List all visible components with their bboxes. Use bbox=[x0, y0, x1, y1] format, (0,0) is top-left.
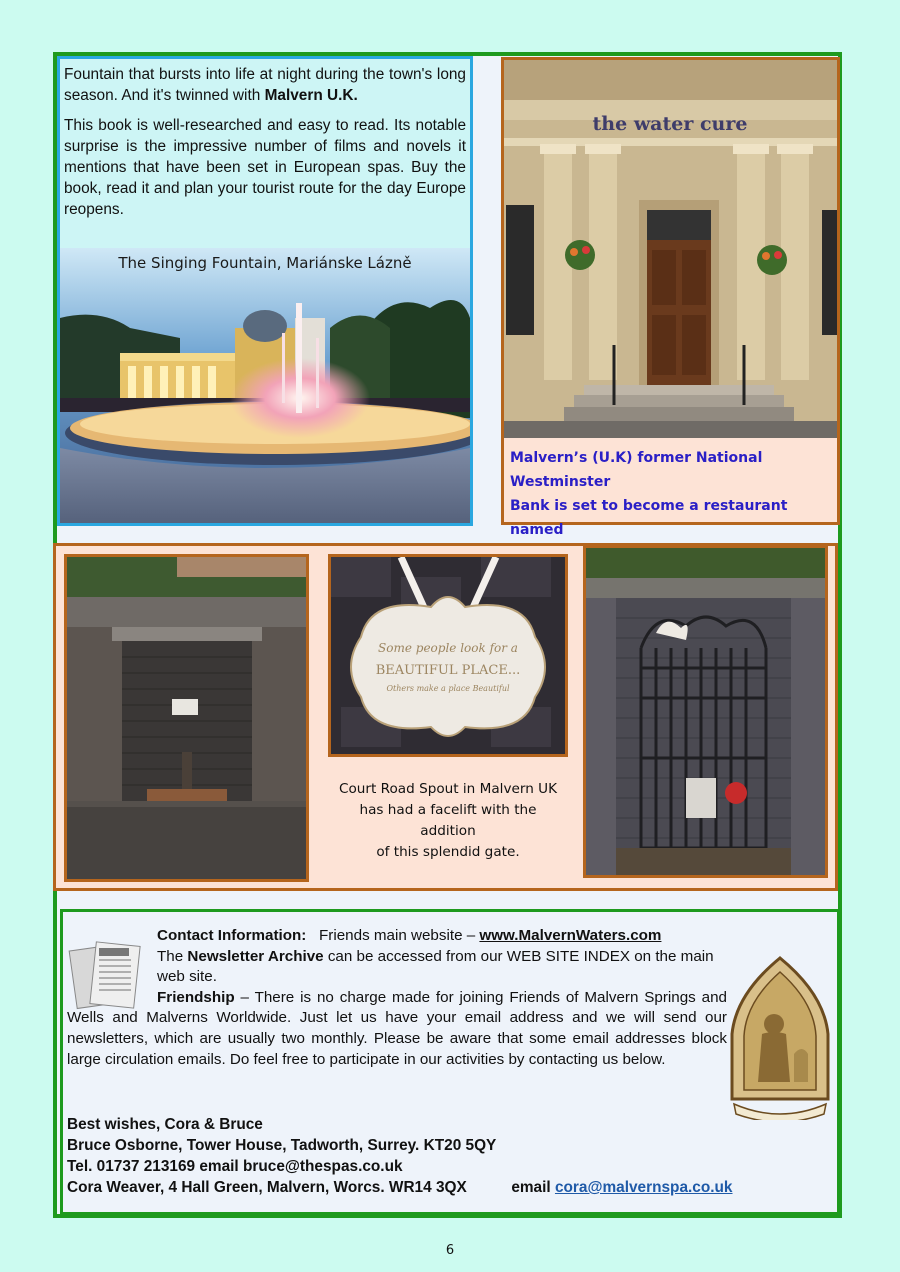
page-number: 6 bbox=[445, 1243, 455, 1258]
archive-prefix: The bbox=[157, 947, 184, 965]
contact-heading: Contact Information: bbox=[157, 927, 307, 944]
malvern-uk-bold: Malvern U.K. bbox=[264, 87, 358, 104]
website-link[interactable]: www.MalvernWaters.com bbox=[479, 927, 662, 944]
article-paragraph-2: This book is well-researched and easy to read. Its notable surprise is the impressive number of films and novels it mentions that have been set in European spas. Buy the book, read it and plan your tourist route for the day Europe reopens. bbox=[64, 117, 466, 218]
spout-wall-illustration bbox=[67, 557, 306, 879]
contact-text bbox=[67, 926, 727, 1070]
singing-fountain-photo bbox=[60, 248, 470, 523]
cora-address: Cora Weaver, 4 Hall Green, Malvern, Worcs. WR14 3QX bbox=[67, 1179, 467, 1196]
plaque-illustration bbox=[331, 557, 565, 754]
malvern-hills-seal bbox=[724, 954, 836, 1120]
plaque-line-2: BEAUTIFUL PLACE... bbox=[375, 663, 521, 678]
bruce-phone-email: Tel. 01737 213169 email bruce@thespas.co.uk bbox=[67, 1158, 403, 1175]
plaque-photo bbox=[328, 554, 568, 757]
article-text-span: Fountain that bursts into life at night during the town's long season. And it's twinned with bbox=[64, 66, 466, 104]
spout-caption-line-1: Court Road Spout in Malvern UK bbox=[338, 781, 558, 797]
article-paragraph-1 bbox=[64, 64, 466, 106]
spout-caption-line-3: of this splendid gate. bbox=[376, 844, 520, 860]
bank-caption-line-1: Malvern’s (U.K) former National Westminster bbox=[510, 450, 763, 490]
spout-gate-photo bbox=[583, 545, 828, 878]
spout-caption-line-2: has had a facelift with the addition bbox=[359, 802, 537, 839]
plaque-line-3: Others make a place Beautiful bbox=[386, 684, 510, 693]
cora-email-link[interactable]: cora@malvernspa.co.uk bbox=[554, 1179, 733, 1196]
bank-illustration bbox=[504, 60, 837, 438]
spout-before-photo bbox=[64, 554, 309, 882]
contact-archive bbox=[67, 947, 727, 988]
best-wishes: Best wishes, Cora & Bruce bbox=[67, 1116, 263, 1133]
archive-rest: can be accessed from our WEB SITE INDEX on the main web site. bbox=[157, 947, 714, 986]
signoff bbox=[67, 1114, 807, 1198]
website-prefix: Friends main website – bbox=[319, 927, 476, 944]
water-cure-bank-photo bbox=[504, 60, 837, 438]
bank-sign-text: the water cure bbox=[592, 113, 748, 135]
fountain-illustration bbox=[60, 248, 470, 523]
spout-caption bbox=[330, 779, 566, 863]
article-text bbox=[64, 64, 466, 229]
archive-bold: Newsletter Archive bbox=[187, 947, 324, 965]
friendship-bold: Friendship bbox=[157, 988, 235, 1006]
contact-friendship bbox=[67, 988, 727, 1070]
friendship-rest: – There is no charge made for joining Friends of Malvern Springs and Wells and Malverns Worldwide. Just let us have your email address and we will send our newsletters, which are usually two monthly. Please be aware that some email addresses block large circulation emails. Do feel free to participate in our activities by contacting us below. bbox=[67, 988, 727, 1068]
gate-illustration bbox=[586, 548, 825, 875]
seal-logo bbox=[724, 954, 836, 1120]
bruce-address: Bruce Osborne, Tower House, Tadworth, Surrey. KT20 5QY bbox=[67, 1137, 497, 1154]
cora-email-label: email bbox=[511, 1179, 551, 1196]
contact-line-1 bbox=[67, 926, 727, 947]
bank-caption-line-2: Bank is set to become a restaurant named bbox=[510, 498, 788, 538]
plaque-line-1: Some people look for a bbox=[378, 641, 518, 655]
fountain-caption: The Singing Fountain, Mariánske Lázně bbox=[118, 254, 412, 272]
cora-line bbox=[67, 1177, 807, 1198]
